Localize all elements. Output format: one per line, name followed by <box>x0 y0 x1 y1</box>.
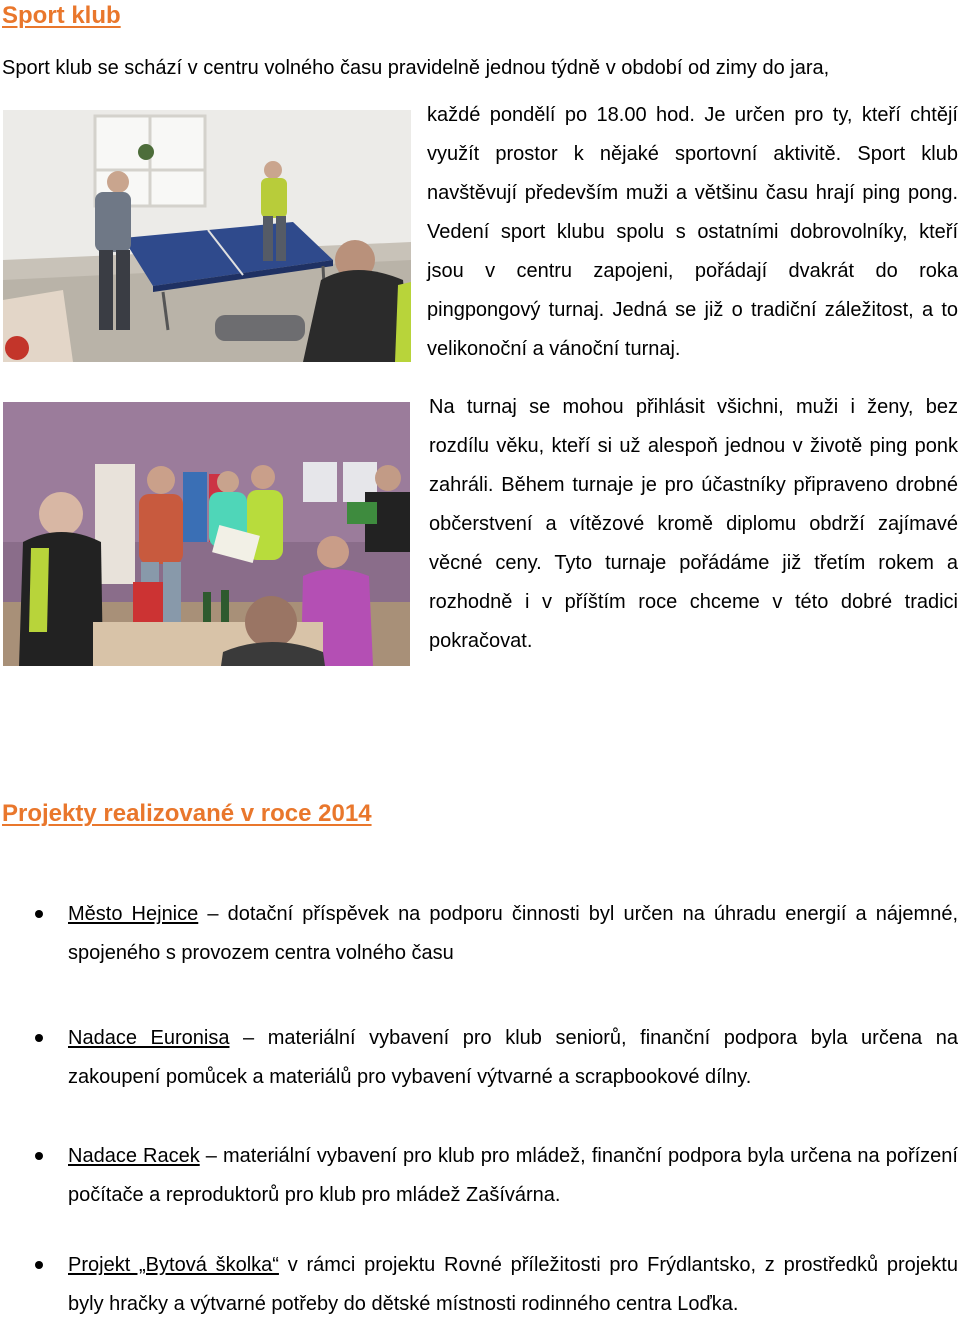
project-description: – dotační příspěvek na podporu činnosti byl určen na úhradu energií a nájemné, spojeného s provozem centra volného času <box>68 903 958 964</box>
project-name: Projekt „Bytová školka“ <box>68 1254 279 1276</box>
list-item <box>0 1019 958 1097</box>
list-item <box>0 1137 958 1215</box>
sport-klub-paragraph-2: Na turnaj se mohou přihlásit všichni, muži i ženy, bez rozdílu věku, kteří si už alespoň jednou v životě ping ponk zahráli. Během turnaje je pro účastníky připraveno drobné občerstvení a vítězové kromě diplomu obdrží zajímavé věcné ceny. Tyto turnaje pořádáme již třetím rokem a rozhodně i v příštím roce chceme v této dobré tradici pokračovat. <box>429 396 958 652</box>
ping-pong-photo <box>3 110 411 362</box>
project-name: Nadace Racek <box>68 1145 200 1167</box>
tournament-photo <box>3 402 410 666</box>
list-item <box>0 895 958 973</box>
sport-klub-paragraph-1: každé pondělí po 18.00 hod. Je určen pro ty, kteří chtějí využít prostor k nějaké sportovní aktivitě. Sport klub navštěvují především muži a většinu času hrají ping pong. Vedení sport klubu spolu s ostatními dobrovolníky, kteří jsou v centru zapojeni, pořádají dvakrát do roka pingpongový turnaj. Jedná se již o tradiční záležitost, a to velikonoční a vánoční turnaj. <box>427 104 958 360</box>
bullet-icon <box>35 1152 43 1160</box>
bullet-icon <box>35 1261 43 1269</box>
project-description: v rámci projektu Rovné příležitosti pro Frýdlantsko, z prostředků projektu byly hračky a výtvarné potřeby do dětské místnosti rodinného centra Loďka. <box>68 1254 958 1315</box>
project-name: Nadace Euronisa <box>68 1027 230 1049</box>
bullet-icon <box>35 1034 43 1042</box>
project-description: – materiální vybavení pro klub seniorů, finanční podpora byla určena na zakoupení pomůcek a materiálů pro vybavení výtvarné a scrapbookové dílny. <box>68 1027 959 1088</box>
project-description: – materiální vybavení pro klub pro mládež, finanční podpora byla určena na pořízení počítače a reproduktorů pro klub pro mládež Zašívárna. <box>68 1145 958 1206</box>
project-name: Město Hejnice <box>68 903 199 925</box>
bullet-icon <box>35 910 43 918</box>
projekty-heading: Projekty realizované v roce 2014 <box>2 800 372 827</box>
list-item <box>0 1246 958 1324</box>
sport-klub-intro: Sport klub se schází v centru volného času pravidelně jednou týdně v období od zimy do jara, <box>2 57 830 79</box>
sport-klub-heading: Sport klub <box>2 2 121 29</box>
